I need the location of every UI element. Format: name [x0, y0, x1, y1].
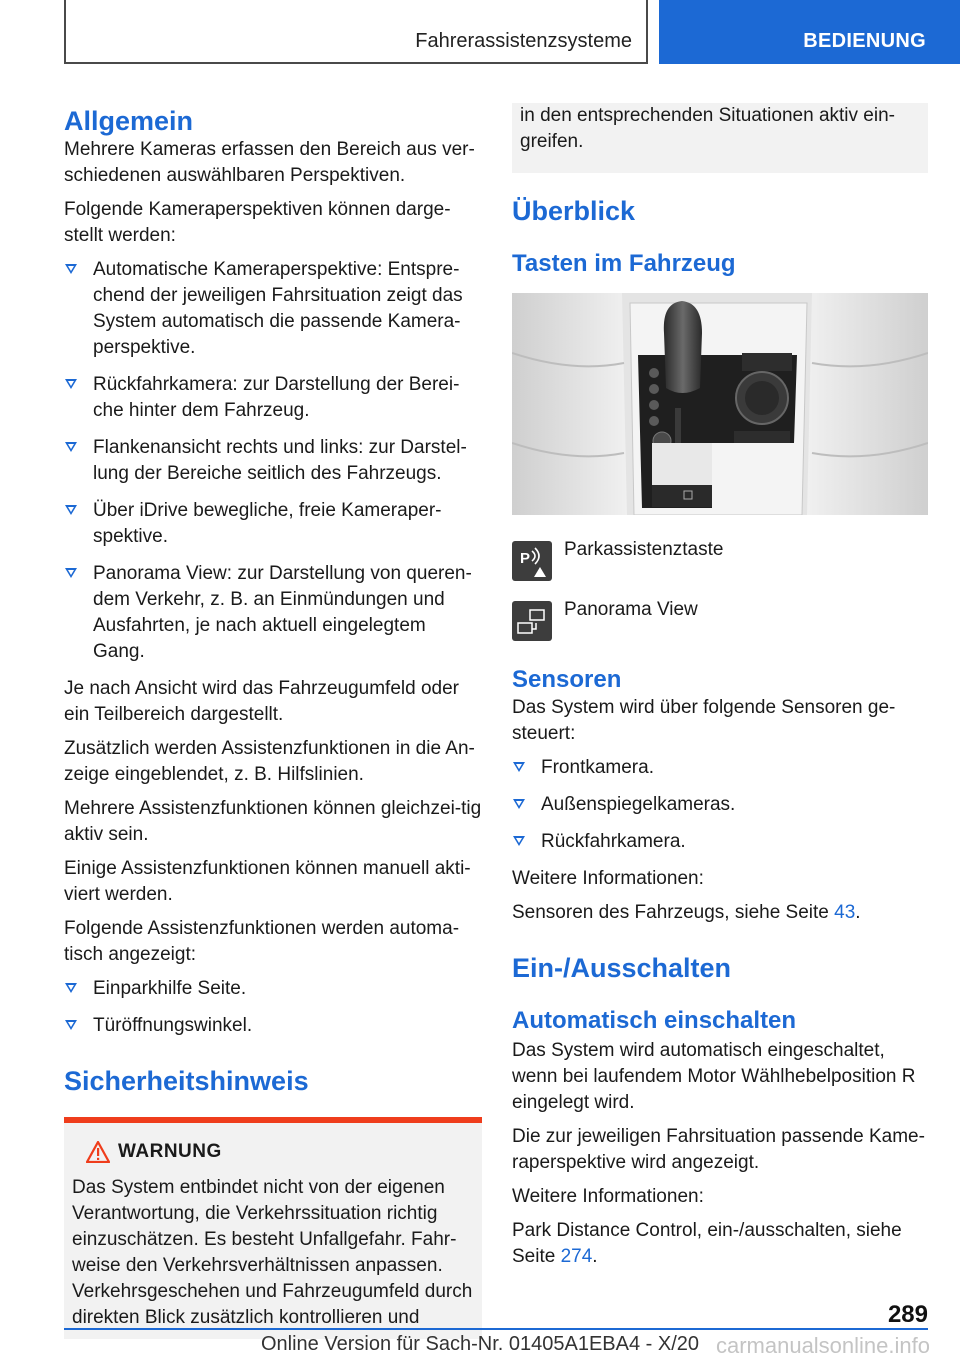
right-column	[512, 103, 928, 1278]
bullet-triangle-icon	[65, 1020, 77, 1030]
heading-automatisch-einschalten: Automatisch einschalten	[512, 1007, 797, 1034]
header-section-title: Fahrerassistenzsysteme	[415, 30, 632, 52]
heading-tasten: Tasten im Fahrzeug	[512, 250, 736, 277]
running-header	[64, 0, 648, 64]
warning-box	[64, 1117, 482, 1339]
auto-function-list	[64, 976, 482, 1039]
bullet-triangle-icon	[65, 568, 77, 578]
paragraph: Zusätzlich werden Assistenzfunktionen in die An-zeige eingeblendet, z. B. Hilfslinien.	[64, 738, 475, 785]
bullet-triangle-icon	[65, 442, 77, 452]
park-assist-button-label: Parkassistenztaste	[564, 539, 724, 560]
bullet-triangle-icon	[513, 762, 525, 772]
page-number: 289	[887, 1301, 928, 1328]
list-item: Panorama View: zur Darstellung von queren-dem Verkehr, z. B. an Einmündungen und Ausfahrten, je nach aktuell eingelegtem Gang.	[64, 561, 482, 665]
button-row-park-assist	[512, 535, 928, 595]
svg-text:P: P	[520, 550, 531, 567]
warning-label: WARNUNG	[118, 1141, 222, 1162]
paragraph: Folgende Kameraperspektiven können darge-stellt werden:	[64, 199, 451, 246]
bullet-triangle-icon	[513, 799, 525, 809]
bullet-triangle-icon	[65, 983, 77, 993]
list-item: Frontkamera.	[512, 755, 928, 781]
list-item: Einparkhilfe Seite.	[64, 976, 482, 1002]
footer	[0, 1333, 960, 1356]
panorama-view-button-icon	[512, 601, 552, 641]
list-item: Rückfahrkamera.	[512, 829, 928, 855]
panorama-view-button-label: Panorama View	[564, 599, 698, 620]
list-item: Rückfahrkamera: zur Darstellung der Berei-che hinter dem Fahrzeug.	[64, 372, 482, 424]
paragraph: Mehrere Kameras erfassen den Bereich aus ver-schiedenen auswählbaren Perspektiven.	[64, 139, 475, 186]
paragraph: Folgende Assistenzfunktionen werden automa-tisch angezeigt:	[64, 918, 460, 965]
paragraph: Das System wird automatisch eingeschaltet, wenn bei laufendem Motor Wählhebelposition R eingelegt wird.	[512, 1040, 916, 1113]
left-column	[64, 103, 482, 1339]
bullet-triangle-icon	[513, 836, 525, 846]
heading-sensoren: Sensoren	[512, 666, 622, 693]
list-item: Flankenansicht rechts und links: zur Darstel-lung der Bereiche seitlich des Fahrzeugs.	[64, 435, 482, 487]
list-item: Automatische Kameraperspektive: Entspre-chend der jeweiligen Fahrsituation zeigt das System automatisch die passende Kamera-perspektive.	[64, 257, 482, 361]
paragraph: Einige Assistenzfunktionen können manuell akti-viert werden.	[64, 858, 471, 905]
warning-triangle-icon	[86, 1141, 110, 1163]
paragraph: Weitere Informationen:	[512, 868, 704, 889]
sensor-list	[512, 755, 928, 855]
page-link-43[interactable]: 43	[834, 902, 856, 923]
button-row-panorama-view	[512, 595, 928, 655]
list-item: Über iDrive bewegliche, freie Kameraper-spektive.	[64, 498, 482, 550]
header-chapter-tab	[659, 0, 960, 64]
footer-rule	[64, 1328, 928, 1330]
heading-allgemein: Allgemein	[64, 106, 194, 136]
list-item: Türöffnungswinkel.	[64, 1013, 482, 1039]
paragraph: Das System wird über folgende Sensoren ge-steuert:	[512, 697, 896, 744]
paragraph: Weitere Informationen:	[512, 1186, 704, 1207]
bullet-triangle-icon	[65, 264, 77, 274]
warning-text: Das System entbindet nicht von der eigenen Verantwortung, die Verkehrssituation richtig einzuschätzen. Es besteht Unfallgefahr. Fahr-weise den Verkehrsverhältnissen anpassen. Verkehrsgeschehen und Fahrzeugumfeld durch direkten Blick zusätzlich kontrollieren und	[72, 1177, 473, 1328]
heading-ueberblick: Überblick	[512, 196, 636, 226]
paragraph: Je nach Ansicht wird das Fahrzeugumfeld oder ein Teilbereich dargestellt.	[64, 678, 459, 725]
center-console-photo	[512, 293, 928, 515]
warning-box-continued	[512, 103, 928, 173]
watermark: carmanualsonline.info	[715, 1333, 930, 1358]
footer-version-text: Online Version für Sach-Nr. 01405A1EBA4 - X/20	[260, 1333, 700, 1355]
header-chapter-label: BEDIENUNG	[803, 30, 926, 52]
paragraph-with-link: Sensoren des Fahrzeugs, siehe Seite 43.	[512, 902, 861, 923]
bullet-triangle-icon	[65, 505, 77, 515]
paragraph-with-link: Park Distance Control, ein-/ausschalten, siehe Seite 274.	[512, 1220, 902, 1267]
warning-text-continued: in den entsprechenden Situationen aktiv ein-greifen.	[520, 105, 895, 152]
perspective-list	[64, 257, 482, 665]
heading-ein-ausschalten: Ein-/Ausschalten	[512, 953, 732, 983]
list-item: Außenspiegelkameras.	[512, 792, 928, 818]
heading-sicherheitshinweis: Sicherheitshinweis	[64, 1066, 309, 1096]
page-link-274[interactable]: 274	[560, 1246, 593, 1267]
park-assist-button-icon	[512, 541, 552, 581]
center-console-illustration	[512, 293, 928, 515]
paragraph: Mehrere Assistenzfunktionen können gleichzei-tig aktiv sein.	[64, 798, 482, 845]
bullet-triangle-icon	[65, 379, 77, 389]
paragraph: Die zur jeweiligen Fahrsituation passende Kame-raperspektive wird angezeigt.	[512, 1126, 925, 1173]
